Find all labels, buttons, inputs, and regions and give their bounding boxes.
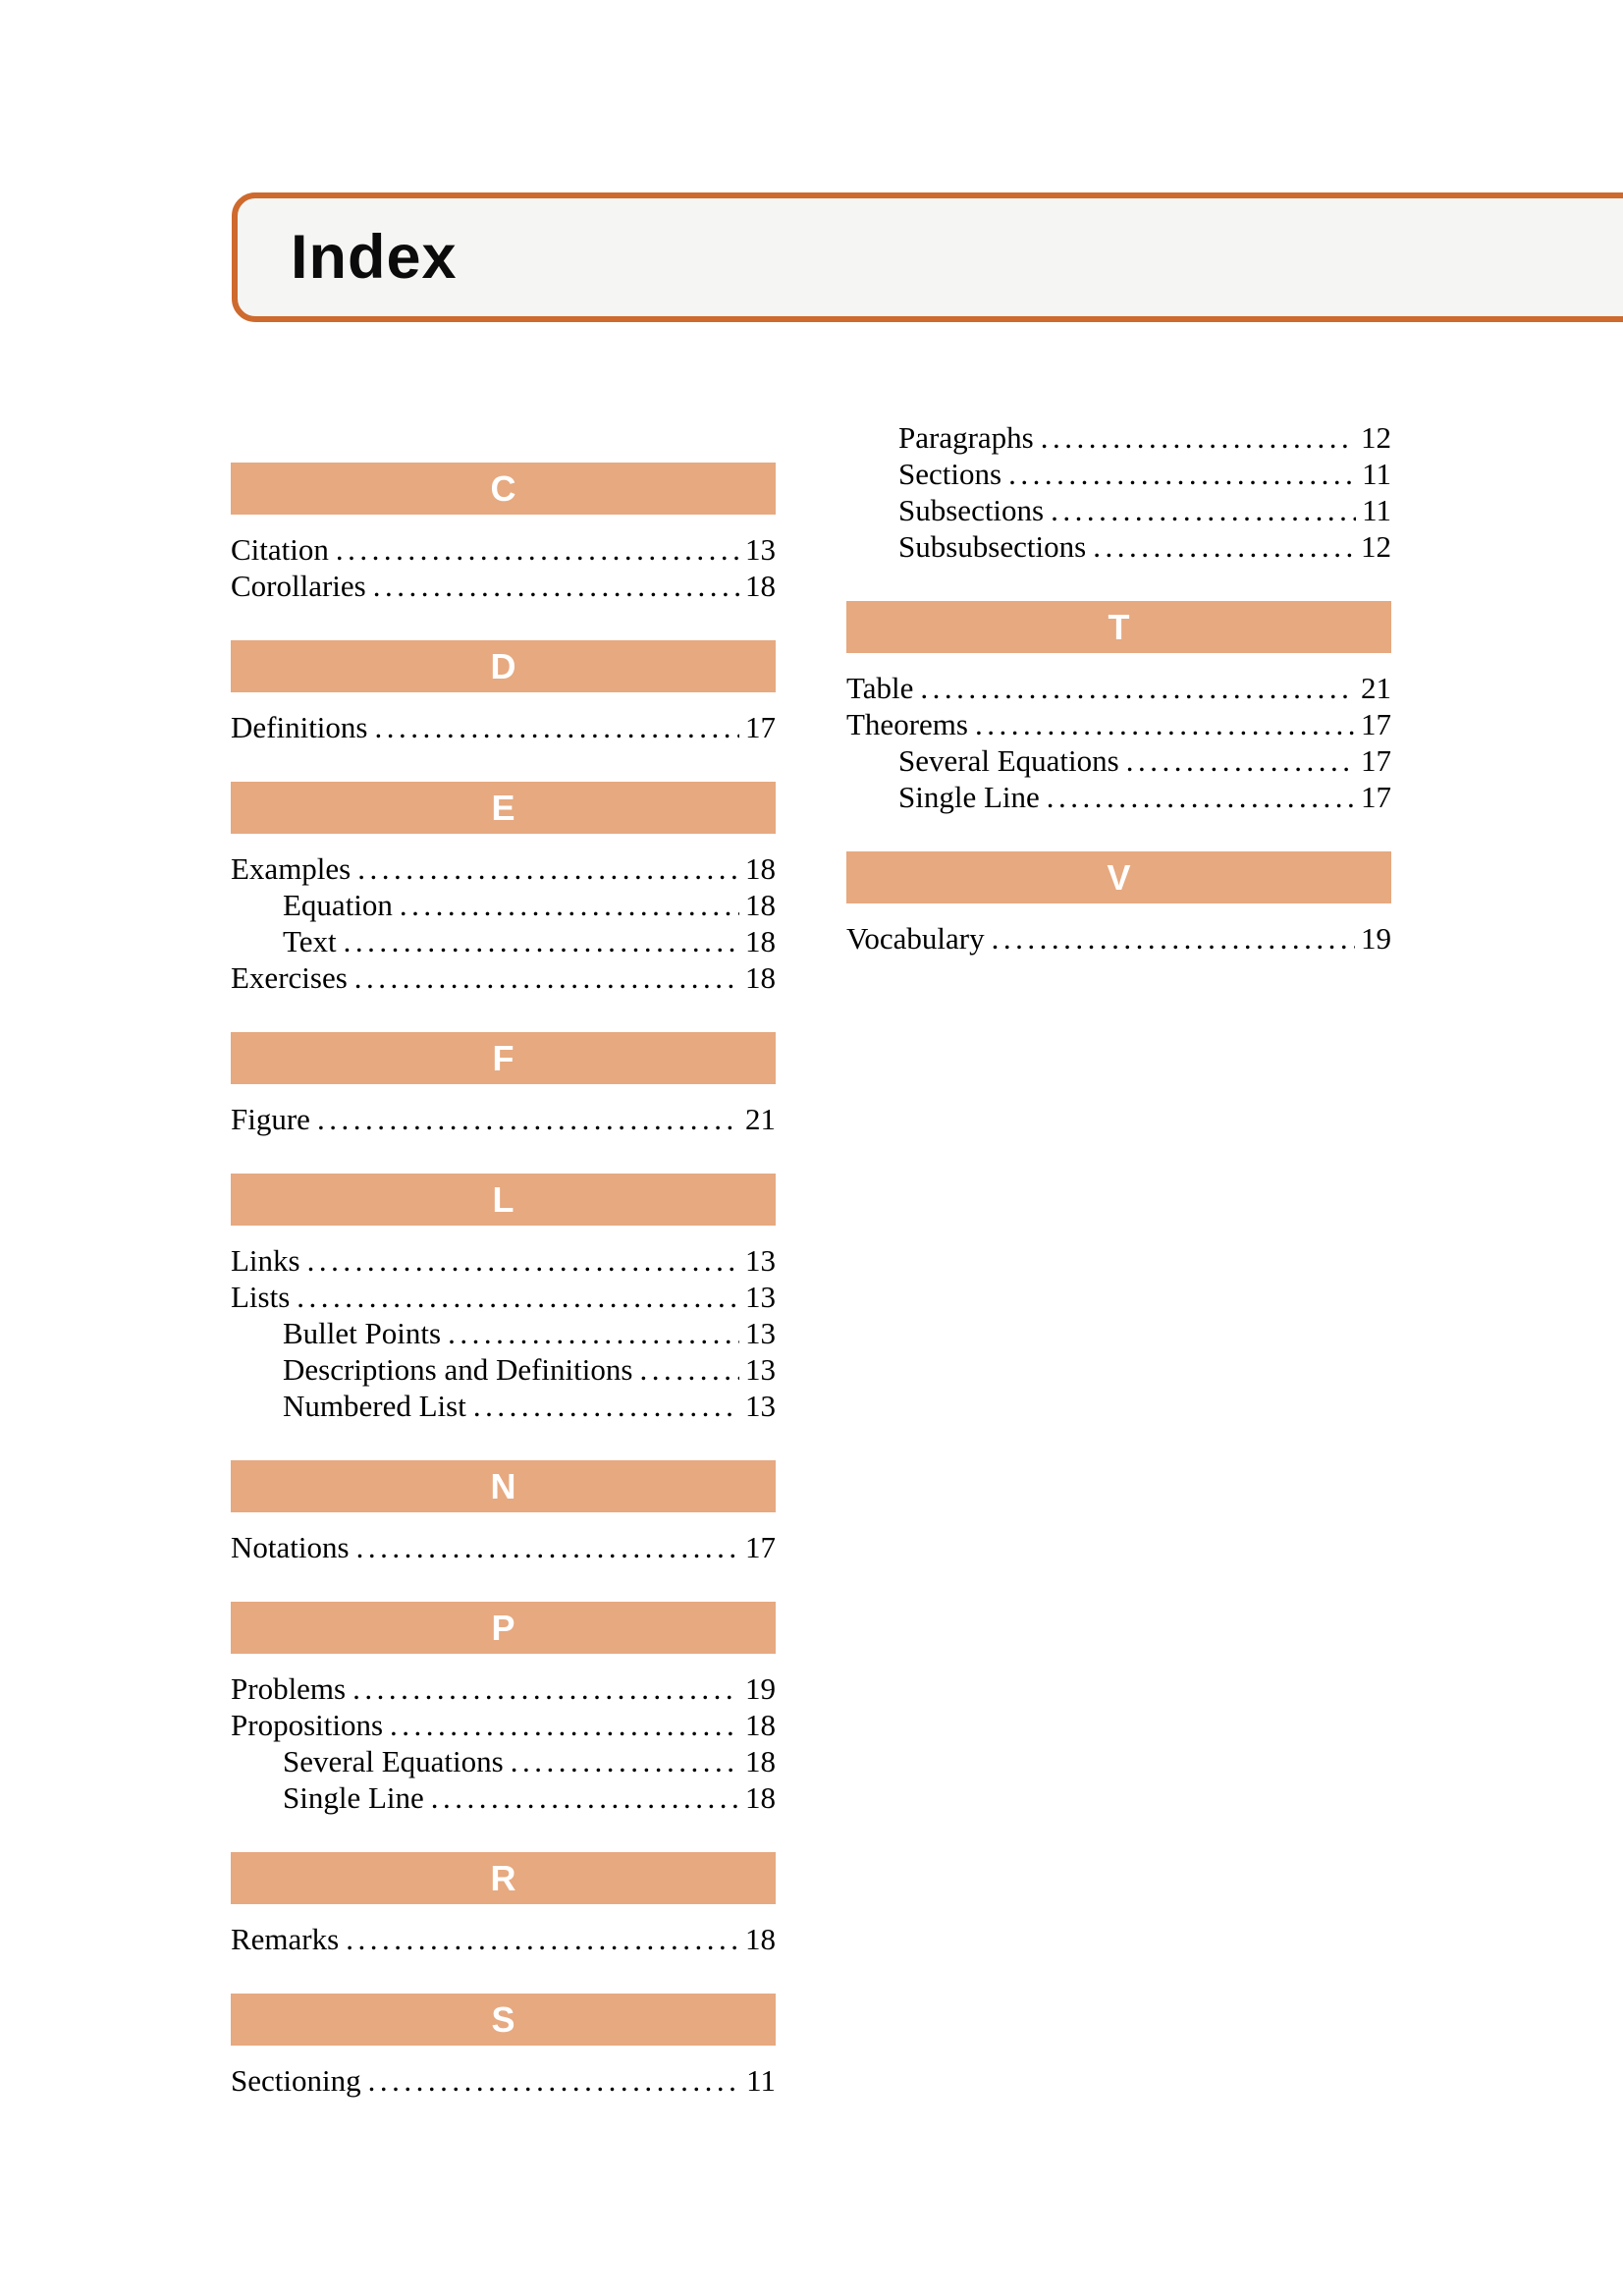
index-entry: [231, 1242, 776, 1279]
dot-leader: [373, 568, 739, 604]
entry-page-number: 18: [745, 1708, 776, 1742]
index-entry: [846, 920, 1391, 957]
entry-page-number: 18: [745, 1922, 776, 1956]
entry-label: Exercises: [231, 960, 348, 995]
dot-leader: [354, 959, 739, 996]
entry-label: Single Line: [283, 1780, 424, 1815]
index-entry: [231, 1921, 776, 1957]
dot-leader: [344, 923, 739, 959]
index-entry: [231, 1670, 776, 1707]
letter-header-D: D: [231, 640, 776, 692]
index-entry: [231, 1743, 776, 1779]
index-entry: [231, 887, 776, 923]
entry-label: Theorems: [846, 707, 968, 741]
entry-label: Single Line: [898, 780, 1040, 814]
entry-label: Notations: [231, 1530, 350, 1564]
dot-leader: [336, 531, 739, 568]
dot-leader: [992, 920, 1355, 957]
entry-label: Sectioning: [231, 2063, 361, 2098]
index-column-2: [846, 419, 1391, 957]
dot-leader: [1126, 742, 1355, 779]
index-entry: [231, 923, 776, 959]
index-entry: [846, 779, 1391, 815]
index-title-box: [232, 192, 1623, 322]
entry-label: Links: [231, 1243, 300, 1278]
entry-page-number: 11: [1362, 457, 1391, 491]
entry-page-number: 18: [745, 1744, 776, 1778]
entry-page-number: 21: [1361, 671, 1391, 705]
entry-page-number: 13: [745, 1243, 776, 1278]
index-entry: [846, 528, 1391, 565]
entry-page-number: 13: [745, 1352, 776, 1387]
dot-leader: [1008, 456, 1356, 492]
entry-label: Text: [283, 924, 337, 958]
dot-leader: [297, 1279, 739, 1315]
dot-leader: [375, 709, 740, 745]
index-entry: [846, 706, 1391, 742]
entry-label: Equation: [283, 888, 393, 922]
dot-leader: [511, 1743, 739, 1779]
entry-page-number: 19: [1361, 921, 1391, 956]
entry-page-number: 11: [1362, 493, 1391, 527]
dot-leader: [352, 1670, 739, 1707]
index-column-1: [231, 463, 776, 2099]
index-entry: [846, 456, 1391, 492]
entry-label: Bullet Points: [283, 1316, 442, 1350]
index-entry: [846, 492, 1391, 528]
letter-header-C: C: [231, 463, 776, 515]
entry-label: Several Equations: [283, 1744, 504, 1778]
dot-leader: [448, 1315, 739, 1351]
dot-leader: [317, 1101, 739, 1137]
dot-leader: [356, 1529, 739, 1565]
entry-label: Several Equations: [898, 743, 1119, 778]
letter-header-L: L: [231, 1174, 776, 1226]
index-entry: [231, 568, 776, 604]
dot-leader: [639, 1351, 739, 1388]
entry-label: Lists: [231, 1280, 291, 1314]
entry-page-number: 18: [745, 1780, 776, 1815]
letter-header-P: P: [231, 1602, 776, 1654]
index-entry: [231, 1279, 776, 1315]
entry-label: Propositions: [231, 1708, 384, 1742]
entry-page-number: 13: [745, 532, 776, 567]
entry-page-number: 17: [745, 710, 776, 744]
entry-page-number: 13: [745, 1280, 776, 1314]
index-entry: [231, 709, 776, 745]
index-entry: [231, 1388, 776, 1424]
entry-page-number: 12: [1361, 420, 1391, 455]
entry-page-number: 17: [1361, 743, 1391, 778]
dot-leader: [1047, 779, 1355, 815]
letter-header-E: E: [231, 782, 776, 834]
index-entry: [846, 670, 1391, 706]
dot-leader: [1051, 492, 1356, 528]
entry-page-number: 13: [745, 1316, 776, 1350]
index-entry: [231, 1315, 776, 1351]
index-entry: [231, 2062, 776, 2099]
entry-label: Problems: [231, 1671, 347, 1706]
dot-leader: [975, 706, 1355, 742]
entry-page-number: 13: [745, 1389, 776, 1423]
entry-page-number: 17: [1361, 707, 1391, 741]
entry-label: Definitions: [231, 710, 368, 744]
entry-page-number: 17: [745, 1530, 776, 1564]
entry-page-number: 19: [745, 1671, 776, 1706]
entry-label: Paragraphs: [898, 420, 1034, 455]
entry-label: Citation: [231, 532, 329, 567]
dot-leader: [307, 1242, 739, 1279]
letter-header-F: F: [231, 1032, 776, 1084]
entry-label: Examples: [231, 851, 352, 886]
letter-header-N: N: [231, 1460, 776, 1512]
entry-page-number: 21: [745, 1102, 776, 1136]
entry-label: Corollaries: [231, 569, 366, 603]
entry-label: Table: [846, 671, 914, 705]
page-title: Index: [291, 223, 458, 292]
dot-leader: [1041, 419, 1355, 456]
entry-page-number: 18: [745, 924, 776, 958]
entry-page-number: 18: [745, 569, 776, 603]
entry-page-number: 18: [745, 851, 776, 886]
index-entry: [231, 1779, 776, 1816]
dot-leader: [400, 887, 739, 923]
dot-leader: [1093, 528, 1355, 565]
entry-label: Numbered List: [283, 1389, 466, 1423]
dot-leader: [390, 1707, 739, 1743]
letter-header-T: T: [846, 601, 1391, 653]
dot-leader: [920, 670, 1355, 706]
entry-label: Subsubsections: [898, 529, 1087, 564]
index-entry: [846, 742, 1391, 779]
letter-header-R: R: [231, 1852, 776, 1904]
letter-header-V: V: [846, 851, 1391, 903]
entry-page-number: 11: [746, 2063, 776, 2098]
index-entry: [231, 531, 776, 568]
entry-label: Figure: [231, 1102, 310, 1136]
dot-leader: [431, 1779, 739, 1816]
index-entry: [231, 1351, 776, 1388]
index-entry: [231, 1707, 776, 1743]
entry-page-number: 18: [745, 888, 776, 922]
dot-leader: [346, 1921, 739, 1957]
dot-leader: [368, 2062, 741, 2099]
index-entry: [231, 850, 776, 887]
entry-page-number: 17: [1361, 780, 1391, 814]
index-entry: [231, 1101, 776, 1137]
entry-page-number: 12: [1361, 529, 1391, 564]
index-entry: [231, 959, 776, 996]
entry-page-number: 18: [745, 960, 776, 995]
letter-header-S: S: [231, 1994, 776, 2046]
dot-leader: [473, 1388, 739, 1424]
index-entry: [231, 1529, 776, 1565]
dot-leader: [357, 850, 739, 887]
entry-label: Remarks: [231, 1922, 340, 1956]
entry-label: Subsections: [898, 493, 1045, 527]
index-entry: [846, 419, 1391, 456]
entry-label: Vocabulary: [846, 921, 985, 956]
entry-label: Descriptions and Definitions: [283, 1352, 633, 1387]
entry-label: Sections: [898, 457, 1002, 491]
